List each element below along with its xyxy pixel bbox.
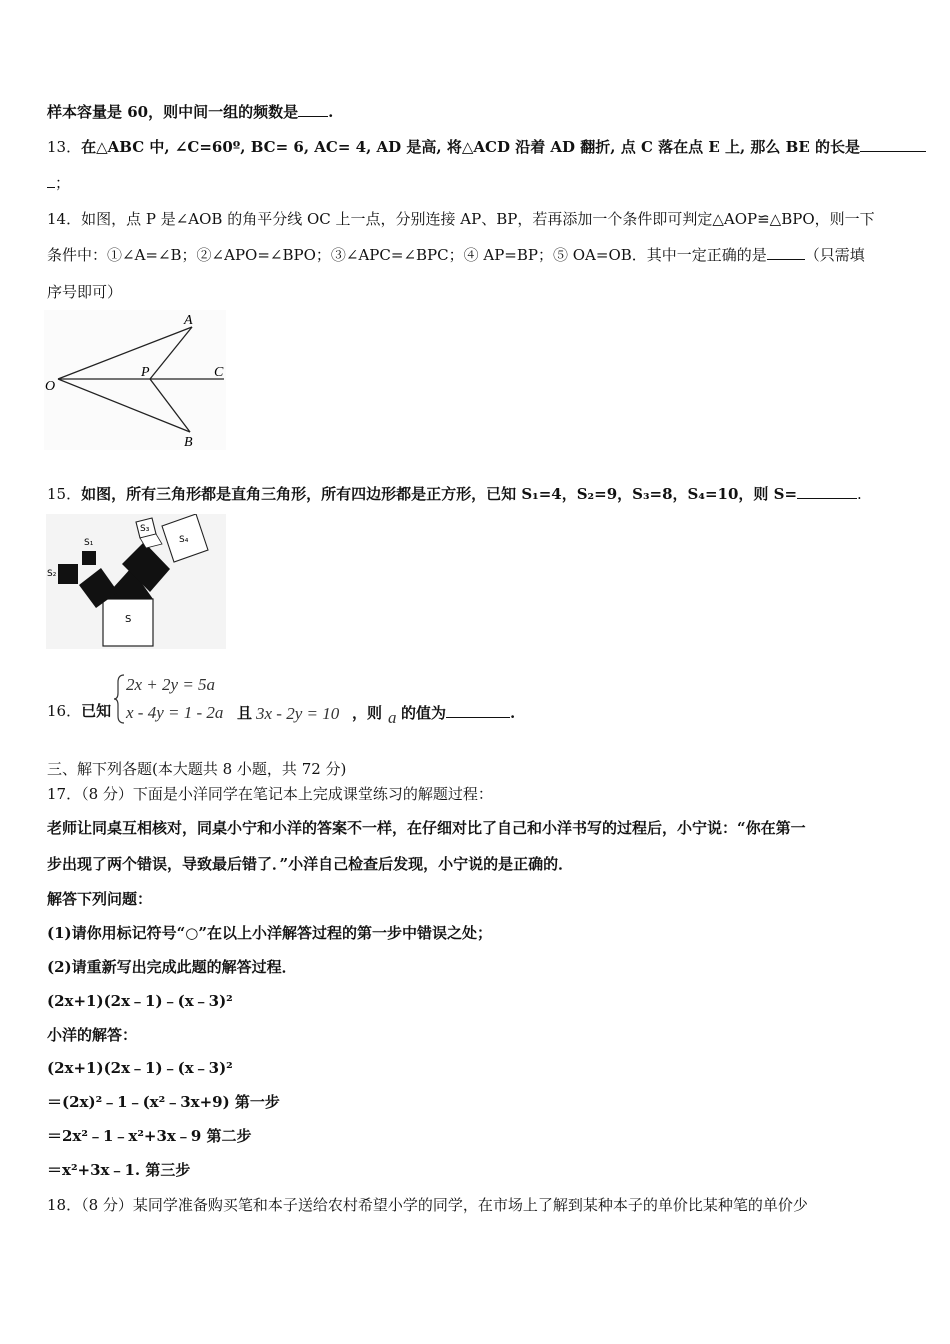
label-s2: S₂ <box>47 569 57 579</box>
q17-part2: (2)请重新写出完成此题的解答过程． <box>47 958 297 976</box>
q14-line3: 序号即可） <box>47 283 123 301</box>
q16-system-brace <box>113 673 127 725</box>
q17-solution-label: 小洋的解答： <box>47 1026 138 1044</box>
label-s3: S₃ <box>140 524 150 534</box>
label-o: O <box>45 379 56 394</box>
square-s2 <box>58 564 78 584</box>
q15-line: 15．如图，所有三角形都是直角三角形，所有四边形都是正方形，已知 S₁=4，S₂=9，S₃=8，S₄=10，则 S= . <box>47 485 862 503</box>
q13-line1: 13．在△ABC 中, ∠C=60º, BC= 6, AC= 4, AD 是高, 将△ACD 沿着 AD 翻折, 点 C 落在点 E 上, 那么 BE 的长是 <box>47 136 910 158</box>
q16-and: 且 <box>237 704 253 722</box>
section3-title: 三、解下列各题(本大题共 8 小题，共 72 分) <box>47 760 347 778</box>
q17-line1: 17．（8 分）下面是小洋同学在笔记本上完成课堂练习的解题过程： <box>47 785 493 803</box>
q16-eq2: x - 4y = 1 - 2a <box>126 703 224 722</box>
q17-step2: ＝2x²﹣1﹣x²+3x﹣9 第二步 <box>47 1127 252 1145</box>
q14-answer-blank[interactable] <box>767 245 805 260</box>
q12-answer-blank[interactable] <box>298 102 328 117</box>
q13-line2: ； <box>47 172 910 194</box>
label-s1: S₁ <box>84 538 94 548</box>
q17-line4: 解答下列问题： <box>47 890 153 908</box>
q15-answer-blank[interactable] <box>797 484 857 499</box>
q16-var-a: a <box>388 708 397 727</box>
q12-tail: 样本容量是 60，则中间一组的频数是 . <box>47 103 334 121</box>
label-s4: S₄ <box>179 535 189 545</box>
label-c: C <box>214 365 224 380</box>
q16-suffix: 的值为 . <box>401 704 516 722</box>
q17-step3: ＝x²+3x﹣1. 第三步 <box>47 1161 191 1179</box>
q17-expression: (2x+1)(2x﹣1)﹣(x﹣3)² <box>47 992 233 1010</box>
q17-step1: ＝(2x)²﹣1﹣(x²﹣3x+9) 第一步 <box>47 1093 280 1111</box>
q14-line1: 14．如图，点 P 是∠AOB 的角平分线 OC 上一点，分别连接 AP、BP，若再添加一个条件即可判定△AOP≌△BPO，则一下 <box>47 210 875 228</box>
q16-then: ，则 <box>352 704 383 722</box>
label-p: P <box>141 365 150 380</box>
q14-angle-figure <box>44 310 226 450</box>
q16-eq1: 2x + 2y = 5a <box>126 675 216 694</box>
square-s1 <box>82 551 96 565</box>
q18-line1: 18．（8 分）某同学准备购买笔和本子送给农村希望小学的同学，在市场上了解到某种本子的单价比某种笔的单价少 <box>47 1196 808 1214</box>
q17-line2: 老师让同桌互相核对，同桌小宁和小洋的答案不一样，在仔细对比了自己和小洋书写的过程后，小宁说：“你在第一 <box>47 819 806 837</box>
label-b: B <box>184 435 193 450</box>
q17-part1: (1)请你用标记符号“○”在以上小洋解答过程的第一步中错误之处； <box>47 924 492 942</box>
q16-line: 16．已知 <box>47 702 112 720</box>
label-s: S <box>125 614 132 625</box>
q13-answer-blank-cont[interactable] <box>47 173 55 188</box>
q13-answer-blank[interactable] <box>860 137 926 152</box>
q17-line3: 步出现了两个错误，导致最后错了．”小洋自己检查后发现，小宁说的是正确的． <box>47 855 574 873</box>
q16-eq3: 3x - 2y = 10 <box>256 704 340 723</box>
q15-squares-figure <box>46 514 226 649</box>
label-a: A <box>184 313 193 328</box>
q17-solution-expr: (2x+1)(2x﹣1)﹣(x﹣3)² <box>47 1059 233 1077</box>
q16-answer-blank[interactable] <box>446 703 510 718</box>
q14-line2: 条件中：①∠A=∠B；②∠APO=∠BPO；③∠APC=∠BPC；④ AP=BP；⑤ OA=OB．其中一定正确的是 （只需填 <box>47 246 865 264</box>
